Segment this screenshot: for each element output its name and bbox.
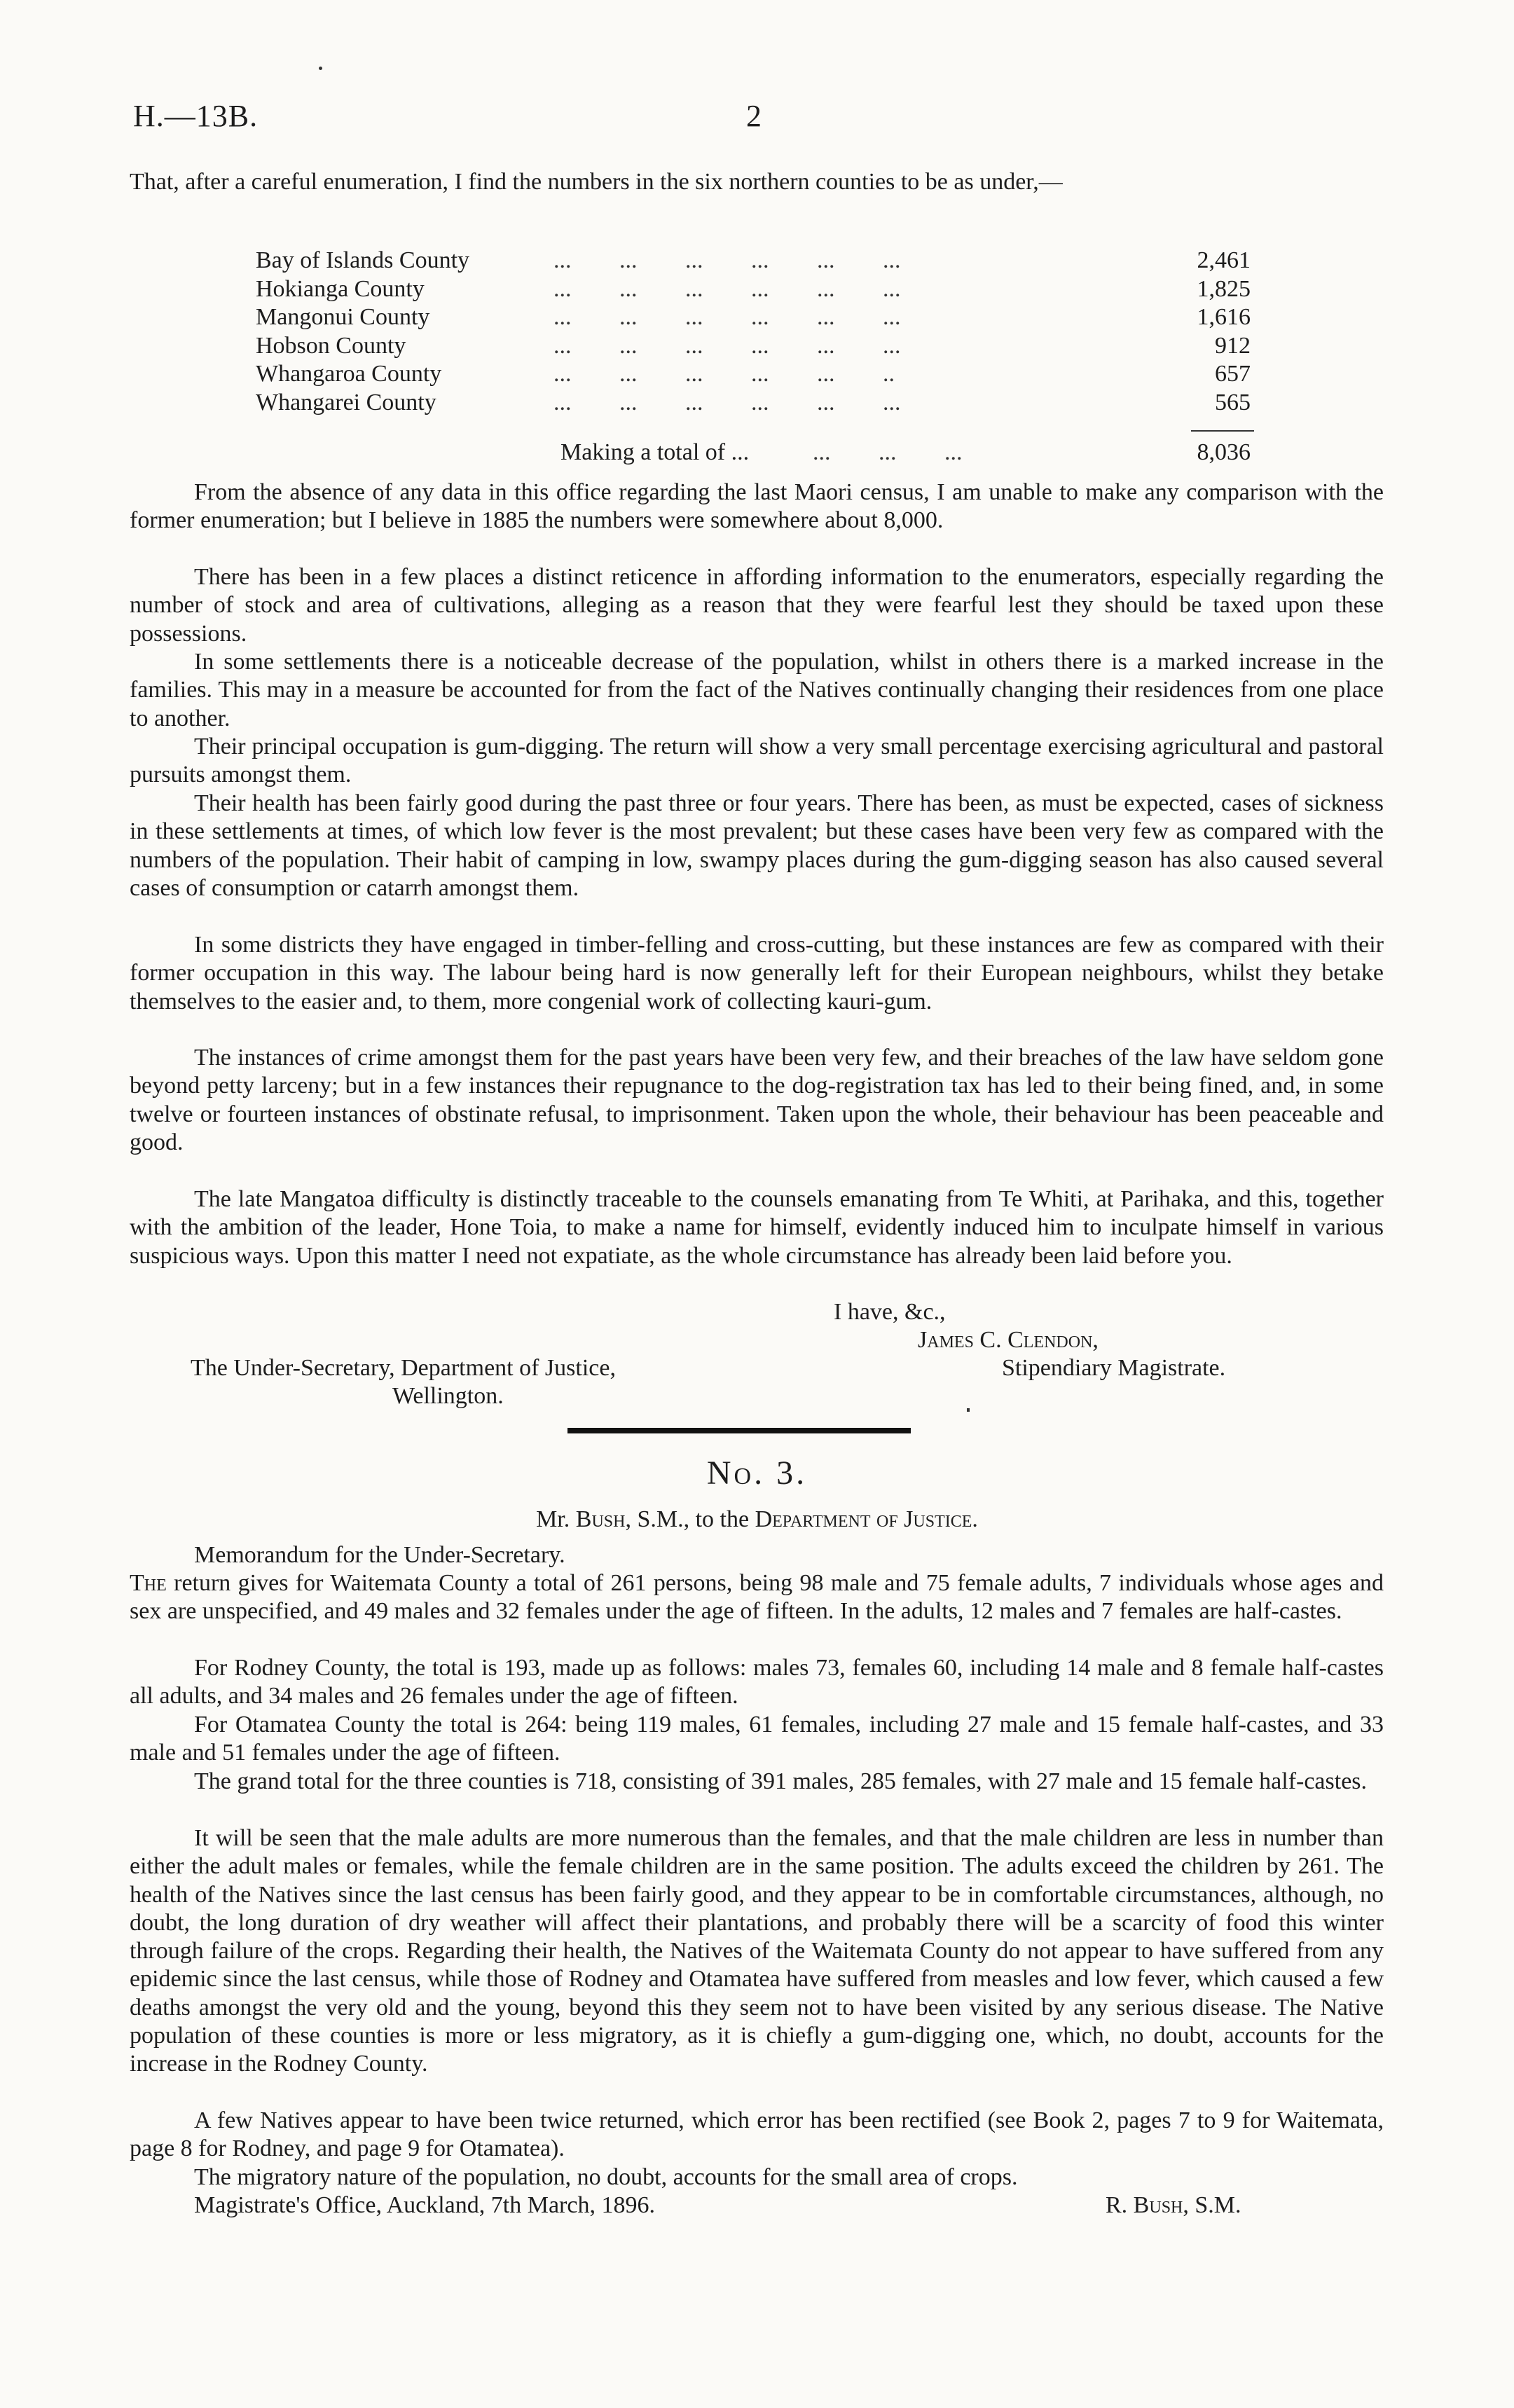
total-label: Making a total of ... [560, 439, 750, 465]
county-value: 565 [1215, 389, 1251, 415]
county-name: Whangarei County [256, 389, 436, 415]
print-speck [967, 1408, 970, 1412]
body-paragraph: For Rodney County, the total is 193, made up as follows: males 73, females 60, including 14 male and 8 female half-castes all adults, and 34 males and 26 females under the age of fifteen. [130, 1655, 1384, 1709]
county-name: Bay of Islands County [256, 247, 470, 273]
county-row [256, 332, 1251, 361]
body-paragraph: From the absence of any data in this office regarding the last Maori census, I am unable to make any comparison with the former enumeration; but I believe in 1885 the numbers were somewhere about 8,000. [130, 479, 1384, 534]
intro-paragraph: That, after a careful enumeration, I find the numbers in the six northern counties to be as under,— [130, 169, 1063, 195]
addressee-line: The Under-Secretary, Department of Justice, [191, 1355, 616, 1381]
county-row [256, 389, 1251, 418]
leader-dots: ... ... ... ... ... ... [553, 332, 901, 359]
county-value: 912 [1215, 332, 1251, 359]
county-name: Mangonui County [256, 304, 430, 330]
section-divider [567, 1428, 911, 1433]
heading-department: Department of Justice [755, 1506, 972, 1532]
page-number: 2 [746, 99, 762, 133]
leader-dots: ... ... ... ... ... ... [553, 247, 901, 273]
signatory-name: R. Bush, S.M. [1106, 2192, 1241, 2218]
closing-line: I have, &c., [834, 1299, 946, 1325]
heading-end: . [972, 1506, 978, 1532]
place-date-line: Magistrate's Office, Auckland, 7th March, 1896. [194, 2192, 655, 2218]
section-number: No. 3. [706, 1454, 808, 1492]
total-value: 8,036 [1197, 439, 1251, 465]
county-row [256, 303, 1251, 332]
county-name: Hobson County [256, 332, 406, 359]
document-reference: H.—13B. [133, 99, 259, 133]
body-paragraph: The grand total for the three counties is 718, consisting of 391 males, 285 females, with 27 male and 15 female half-castes. [194, 1768, 1368, 1794]
section-heading [0, 1506, 1514, 1533]
leader-dots: ... ... ... ... ... ... [553, 389, 901, 415]
heading-middle: , S.M., to the [625, 1506, 755, 1532]
body-paragraph: Their health has been fairly good during the past three or four years. There has been, as must be expected, cases of sickness in these settlements at times, of which low fever is the most prevalent; but these cases have been very few as compared with the numbers of the population. Their habit of camping in low, swampy places during the gum-digging season has also caused several cases of consumption or catarrh amongst them. [130, 790, 1384, 901]
leader-dots: ... ... ... ... ... ... [553, 304, 901, 330]
total-row [560, 439, 1251, 467]
body-paragraph: The instances of crime amongst them for the past years have been very few, and their breaches of the law have seldom gone beyond petty larceny; but in a few instances their repugnance to the dog-registration tax has led to their being fined, and, in some twelve or fourteen instances of obstinate refusal, to imprisonment. Taken upon the whole, their behaviour has been peaceable and good. [130, 1045, 1384, 1155]
heading-prefix: Mr. [536, 1506, 576, 1532]
county-row [256, 360, 1251, 389]
body-paragraph: It will be seen that the male adults are more numerous than the females, and that the male children are less in number than either the adult males or females, while the female children are in the same position. The adults exceed the children by 261. The health of the Natives since the last census has been fairly good, and they appear to be in comfortable circumstances, although, no doubt, the long duration of dry weather will affect their plantations, and probably there will be a scarcity of food this winter through failure of the crops. Regarding their health, the Natives of the Waitemata County do not appear to have suffered from any epidemic since the last census, while those of Rodney and Otamatea have suffered from measles and low fever, which caused a few deaths amongst the very old and the young, beyond this they seem not to have been visited by any serious disease. The Native population of these counties is more or less migratory, as it is chiefly a gum-digging one, which, no doubt, accounts for the increase in the Rodney County. [130, 1825, 1384, 2077]
county-name: Hokianga County [256, 275, 425, 302]
county-value: 1,825 [1197, 275, 1251, 302]
leader-dots: ... ... ... ... ... ... [553, 275, 901, 302]
signatory-name: James C. Clendon, [918, 1327, 1099, 1353]
county-value: 1,616 [1197, 304, 1251, 330]
body-paragraph: A few Natives appear to have been twice returned, which error has been rectified (see Book 2, pages 7 to 9 for Waitemata, page 8 for Rodney, and page 9 for Otamatea). [130, 2107, 1384, 2162]
addressee-place: Wellington. [392, 1383, 504, 1409]
county-table [256, 247, 1251, 417]
body-paragraph: The migratory nature of the population, no doubt, accounts for the small area of crops. [194, 2164, 1018, 2190]
body-paragraph [130, 1569, 1384, 1626]
signatory-title: Stipendiary Magistrate. [1002, 1355, 1226, 1381]
body-paragraph: Their principal occupation is gum-digging. The return will show a very small percentage exercising agricultural and pastoral pursuits amongst them. [130, 734, 1384, 788]
heading-name: Bush [575, 1506, 626, 1532]
body-paragraph: For Otamatea County the total is 264: being 119 males, 61 females, including 27 male and 15 female half-castes, and 33 male and 51 females under the age of fifteen. [130, 1712, 1384, 1766]
memo-line: Memorandum for the Under-Secretary. [194, 1542, 565, 1568]
body-paragraph: The late Mangatoa difficulty is distinctly traceable to the counsels emanating from Te Whiti, at Parihaka, and this, together with the ambition of the leader, Hone Toia, to make a name for himself, evidently induced him to inculpate himself in various suspicious ways. Upon this matter I need not expatiate, as the whole circumstance has already been laid before you. [130, 1186, 1384, 1269]
leader-dots: ... ... ... [813, 439, 963, 465]
body-paragraph: In some settlements there is a noticeable decrease of the population, whilst in others there is a marked increase in the families. This may in a measure be accounted for from the fact of the Natives continually changing their residences from one place to another. [130, 649, 1384, 731]
leader-dots: ... ... ... ... ... .. [553, 361, 895, 387]
paragraph-text: return gives for Waitemata County a total of 261 persons, being 98 male and 75 female adults, 7 individuals whose ages and sex are unspecified, and 49 males and 32 females under the age of fifteen. In the adults, 12 males and 7 females are half-castes. [130, 1570, 1384, 1625]
body-paragraph: In some districts they have engaged in timber-felling and cross-cutting, but these instances are few as compared with their former occupation in this way. The labour being hard is now generally left for their European neighbours, whilst they betake themselves to the easier and, to them, more congenial work of collecting kauri-gum. [130, 932, 1384, 1014]
county-row [256, 275, 1251, 304]
county-value: 657 [1215, 361, 1251, 387]
county-row [256, 247, 1251, 275]
lead-word: The [130, 1570, 167, 1596]
total-rule [1191, 430, 1254, 432]
county-name: Whangaroa County [256, 361, 442, 387]
print-speck [319, 67, 322, 70]
body-paragraph: There has been in a few places a distinct reticence in affording information to the enumerators, especially regarding the number of stock and area of cultivations, alleging as a reason that they were fearful lest they should be taxed upon these possessions. [130, 564, 1384, 647]
county-value: 2,461 [1197, 247, 1251, 273]
